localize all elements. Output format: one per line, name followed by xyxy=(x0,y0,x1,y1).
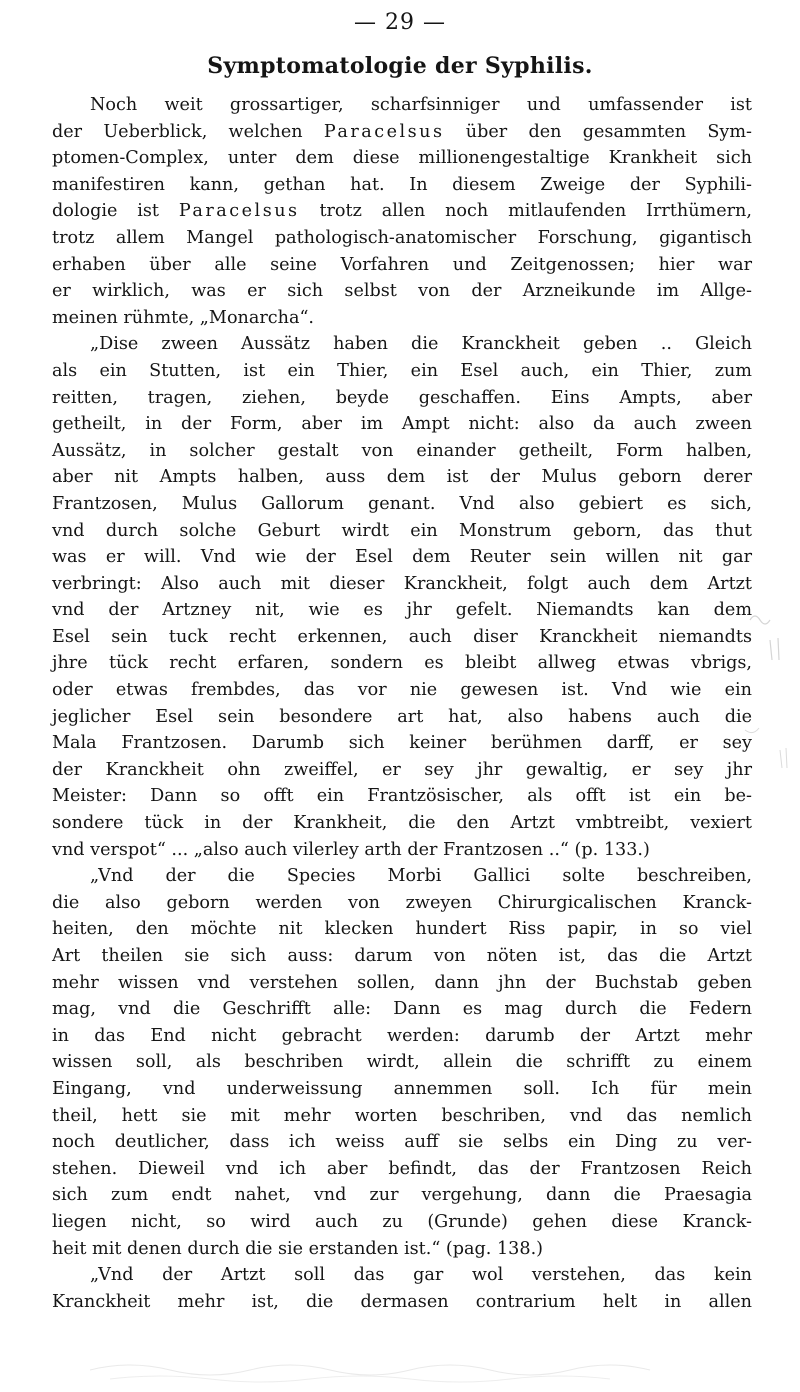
text-segment: trotz allem Mangel pathologisch-anatomischer Forschung, gigantisch xyxy=(52,227,752,248)
text-line xyxy=(52,119,752,146)
text-segment: jeglicher Esel sein besondere art hat, also habens auch die xyxy=(52,706,752,727)
text-segment: mehr wissen vnd verstehen sollen, dann jhn der Buchstab geben xyxy=(52,972,752,993)
text-line xyxy=(52,225,752,252)
text-segment: er wirklich, was er sich selbst von der Arzneikunde im Allge- xyxy=(52,281,752,302)
text-line xyxy=(52,650,752,677)
text-segment: ptomen-Complex, unter dem diese millionengestaltige Krankheit sich xyxy=(52,148,752,169)
spaced-name: Paracelsus xyxy=(323,121,445,142)
text-line xyxy=(52,1182,752,1209)
text-segment: erhaben über alle seine Vorfahren und Zeitgenossen; hier war xyxy=(52,254,752,275)
text-segment: noch deutlicher, dass ich weiss auff sie selbs ein Ding zu ver- xyxy=(52,1132,752,1153)
text-segment: aber nit Ampts halben, auss dem ist der Mulus geborn derer xyxy=(52,467,752,488)
text-segment: jhre tück recht erfaren, sondern es bleibt allweg etwas vbrigs, xyxy=(52,653,752,674)
text-line xyxy=(52,916,752,943)
text-line xyxy=(52,438,752,465)
text-segment: Aussätz, in solcher gestalt von einander getheilt, Form halben, xyxy=(52,440,752,461)
text-segment: als ein Stutten, ist ein Thier, ein Esel auch, ein Thier, zum xyxy=(52,360,752,381)
text-segment: sich zum endt nahet, vnd zur vergehung, dann die Praesagia xyxy=(52,1185,752,1206)
text-line xyxy=(52,1156,752,1183)
text-line xyxy=(52,943,752,970)
text-line xyxy=(52,624,752,651)
text-segment: sondere tück in der Krankheit, die den Artzt vmbtreibt, vexiert xyxy=(52,813,752,834)
text-segment: Mala Frantzosen. Darumb sich keiner berühmen darff, er sey xyxy=(52,733,752,754)
body-text xyxy=(52,92,752,1315)
text-segment: der Ueberblick, welchen xyxy=(52,121,324,142)
text-segment: liegen nicht, so wird auch zu (Grunde) gehen diese Kranck- xyxy=(52,1211,752,1232)
text-segment: meinen rühmte, „Monarcha“. xyxy=(52,307,315,328)
text-segment: mag, vnd die Geschrifft alle: Dann es mag durch die Federn xyxy=(52,999,752,1020)
text-line xyxy=(52,1049,752,1076)
spaced-name: Paracelsus xyxy=(178,201,300,222)
text-line xyxy=(52,757,752,784)
text-line xyxy=(52,730,752,757)
text-segment: oder etwas frembdes, das vor nie gewesen ist. Vnd wie ein xyxy=(52,680,752,701)
text-segment: vnd verspot“ ... „also auch vilerley arth der Frantzosen ..“ (p. 133.) xyxy=(52,839,650,860)
text-line xyxy=(52,411,752,438)
text-segment: „Dise zween Aussätz haben die Kranckheit geben .. Gleich xyxy=(90,334,752,355)
text-line xyxy=(52,1129,752,1156)
text-line xyxy=(52,278,752,305)
text-line xyxy=(52,331,752,358)
text-line xyxy=(52,597,752,624)
running-head: Symptomatologie der Syphilis. xyxy=(207,53,593,79)
text-line xyxy=(52,1262,752,1289)
text-segment: stehen. Dieweil vnd ich aber befindt, das der Frantzosen Reich xyxy=(52,1158,752,1179)
text-line xyxy=(52,837,752,864)
text-segment: Noch weit grossartiger, scharfsinniger und umfassender ist xyxy=(90,95,752,115)
text-segment: über den gesammten Sym- xyxy=(444,121,752,142)
text-line xyxy=(52,518,752,545)
text-line xyxy=(52,145,752,172)
text-segment: heit mit denen durch die sie erstanden ist.“ (pag. 138.) xyxy=(52,1238,544,1259)
text-line xyxy=(52,704,752,731)
text-segment: Eingang, vnd underweissung annemmen soll. Ich für mein xyxy=(52,1078,752,1099)
text-line xyxy=(52,783,752,810)
bottom-show-through-smudge xyxy=(90,1355,710,1385)
text-line xyxy=(52,544,752,571)
text-line xyxy=(52,358,752,385)
text-segment: vnd der Artzney nit, wie es jhr gefelt. Niemandts kan dem xyxy=(52,600,752,621)
text-line xyxy=(52,996,752,1023)
text-segment: Kranckheit mehr ist, die dermasen contrarium helt in allen xyxy=(52,1291,752,1312)
text-segment: theil, hett sie mit mehr worten beschriben, vnd das nemlich xyxy=(52,1105,752,1126)
text-line xyxy=(52,1236,752,1263)
text-line xyxy=(52,252,752,279)
text-segment: „Vnd der Artzt soll das gar wol verstehen, das kein xyxy=(90,1265,752,1286)
text-segment: die also geborn werden von zweyen Chirurgicalischen Kranck- xyxy=(52,892,752,913)
text-line xyxy=(52,677,752,704)
text-line xyxy=(52,1289,752,1316)
text-line xyxy=(52,970,752,997)
text-segment: Frantzosen, Mulus Gallorum genant. Vnd also gebiert es sich, xyxy=(52,493,752,514)
text-line xyxy=(52,172,752,199)
text-line xyxy=(52,92,752,119)
text-line xyxy=(52,198,752,225)
text-line xyxy=(52,464,752,491)
text-segment: manifestiren kann, gethan hat. In diesem Zweige der Syphili- xyxy=(52,174,752,195)
text-segment: in das End nicht gebracht werden: darumb der Artzt mehr xyxy=(52,1025,752,1046)
text-segment: getheilt, in der Form, aber im Ampt nicht: also da auch zween xyxy=(52,414,752,435)
text-segment: dologie ist xyxy=(52,201,179,222)
text-segment: was er will. Vnd wie der Esel dem Reuter sein willen nit gar xyxy=(52,547,752,568)
text-line xyxy=(52,863,752,890)
text-segment: Meister: Dann so offt ein Frantzösischer, als offt ist ein be- xyxy=(52,786,752,807)
text-segment: wissen soll, als beschriben wirdt, allein die schrifft zu einem xyxy=(52,1052,752,1073)
page-number: — 29 — xyxy=(354,10,446,35)
text-segment: Esel sein tuck recht erkennen, auch diser Kranckheit niemandts xyxy=(52,626,752,647)
text-line xyxy=(52,385,752,412)
text-segment: heiten, den möchte nit klecken hundert Riss papir, in so viel xyxy=(52,919,752,940)
text-segment: der Kranckheit ohn zweiffel, er sey jhr gewaltig, er sey jhr xyxy=(52,759,752,780)
text-segment: Art theilen sie sich auss: darum von nöten ist, das die Artzt xyxy=(52,946,752,966)
text-line xyxy=(52,1023,752,1050)
margin-show-through-marks xyxy=(740,600,800,900)
text-line xyxy=(52,305,752,332)
text-line xyxy=(52,1103,752,1130)
text-segment: vnd durch solche Geburt wirdt ein Monstrum geborn, das thut xyxy=(52,520,752,541)
text-line xyxy=(52,491,752,518)
text-line xyxy=(52,810,752,837)
text-line xyxy=(52,571,752,598)
text-line xyxy=(52,1076,752,1103)
text-segment: „Vnd der die Species Morbi Gallici solte beschreiben, xyxy=(90,866,752,887)
text-segment: verbringt: Also auch mit dieser Kranckheit, folgt auch dem Artzt xyxy=(52,573,752,594)
text-line xyxy=(52,890,752,917)
text-line xyxy=(52,1209,752,1236)
text-segment: trotz allen noch mitlaufenden Irrthümern, xyxy=(299,201,752,222)
text-segment: reitten, tragen, ziehen, beyde geschaffen. Eins Ampts, aber xyxy=(52,387,752,408)
